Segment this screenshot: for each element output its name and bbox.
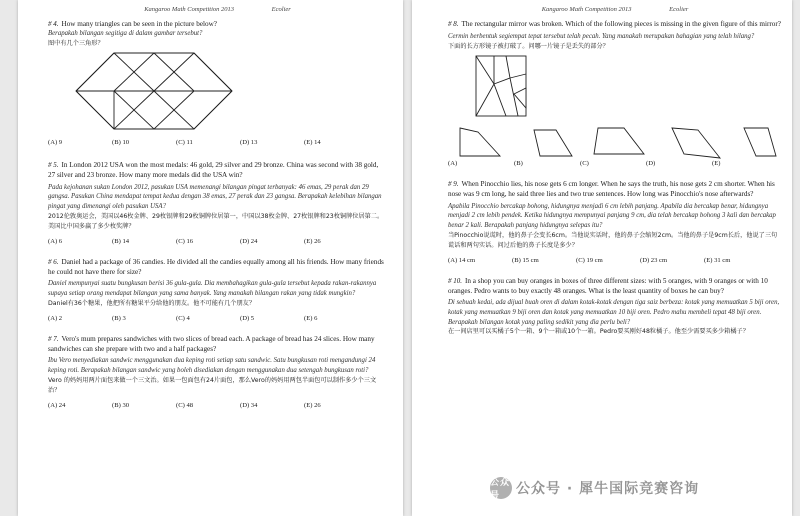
question-text-ms: Di sebuah kedai, ada dijual buah oren di dalam kotak-kotak dengan tiga saiz berbeza: kotak yang memuatkan 5 biji oren, kotak yang memuatkan 9 biji oren dan kotak yang memuatkan 10 biji oren. Pedro mahu membeli tepat 48 biji oren. Berapakah bilangan kotak yang paling sedikit yang dia perlu beli? [448, 299, 780, 326]
option-b[interactable]: (B) 10 [112, 139, 130, 146]
question-text-ms: Pada kejohanan sukan London 2012, pasukan USA memenangi bilangan pingat terbanyak: 46 emas, 29 perak dan 29 gangsa. Pasukan China mendapat tempat kedua dengan 38 emas, 27 perak dan 23 gangsa. Berapakah kelebihan bilangan pingat yang dimenangi oleh pasukan USA? [48, 183, 382, 210]
question-number: # 6. [48, 257, 59, 266]
right-page [412, 0, 792, 516]
question-text-ms: Cermin berbentuk segiempat tepat tersebut telah pecah. Yang manakah merupakan bahagian yang telah hilang? [448, 33, 755, 41]
option-a[interactable]: (A) 24 [48, 401, 66, 409]
question-text-ms: Ibu Vero menyediakan sandwic menggunakan dua keping roti setiap satu sandwic. Satu bungkusan roti mengandungi 24 keping roti. Berapakah bilangan sandwic yang boleh disediakan dengan menggunakan dua setengah bungkusan roti? [48, 357, 376, 374]
triangle-figure [74, 51, 387, 133]
option-c[interactable]: (C) 48 [176, 401, 194, 409]
question-number: # 4. [48, 20, 59, 28]
piece-c [594, 128, 644, 154]
question-text-ms: Daniel mempunyai suatu bungkusan berisi 36 gula-gula. Dia membahagikan gula-gula tersebut kepada rakan-rakannya supaya setiap orang mendapat bilangan yang sama banyak. Yang manakah bilangan rakan yang tidak mungkin? [48, 280, 377, 297]
question-6 [48, 257, 387, 322]
option-c[interactable]: (C) 16 [176, 237, 194, 245]
question-text-zh: Daniel有36个糖果，他把所有糖果平分给他的朋友。他不可能有几个朋友？ [48, 299, 256, 307]
answer-options [48, 402, 387, 409]
question-7 [48, 334, 387, 409]
option-b[interactable]: (B) 15 cm [512, 256, 539, 264]
question-text-en: In a shop you can buy oranges in boxes of three different sizes: with 5 oranges, with 9 oranges or with 10 oranges. Pedro wants to buy exactly 48 oranges. What is the least quantity of boxes he can buy? [448, 276, 768, 295]
question-10 [448, 276, 782, 338]
option-e[interactable]: (E) 6 [304, 314, 318, 322]
option-d[interactable]: (D) 13 [240, 139, 258, 146]
option-c[interactable]: (C) 11 [176, 139, 193, 146]
option-d[interactable]: (D) [646, 160, 656, 167]
answer-pieces [448, 124, 782, 164]
option-b[interactable]: (B) 30 [112, 401, 130, 409]
header-level: Ecolier [669, 6, 689, 13]
question-text-zh: Vero 的妈妈用两片面包来做一个三文治。如果一包面包有24片面包，那么Vero的妈妈用两包半面包可以制作多少个三文治？ [48, 376, 377, 394]
option-d[interactable]: (D) 5 [240, 314, 255, 322]
answer-options [48, 315, 387, 322]
answer-options [448, 257, 782, 264]
option-b[interactable]: (B) 14 [112, 237, 130, 245]
question-number: # 5. [48, 161, 59, 169]
option-a[interactable]: (A) 6 [48, 237, 63, 245]
option-e[interactable]: (E) 26 [304, 237, 321, 245]
broken-mirror-figure [466, 54, 782, 118]
piece-a [460, 128, 500, 156]
answer-options [48, 139, 387, 146]
question-text-zh: 下面的长方形镜子被打破了。问哪一片镜子是丢失的部分？ [448, 43, 609, 50]
piece-b [534, 130, 572, 156]
option-d[interactable]: (D) 34 [240, 401, 258, 409]
option-e[interactable]: (E) 26 [304, 401, 321, 409]
option-e[interactable]: (E) 31 cm [704, 256, 731, 264]
question-text-ms: Berapakah bilangan segitiga di dalam gambar tersebut? [48, 30, 203, 38]
question-text-zh: 当Pinocchio说谎时，他的鼻子会变长6cm。当他说实话时，他的鼻子会缩短2cm。当他的鼻子是9cm长后，他说了三句谎话和两句实话。问过后他的鼻子长度是多少？ [448, 231, 778, 249]
question-text-en: The rectangular mirror was broken. Which of the following pieces is missing in the given figure of this mirror? [461, 20, 781, 28]
option-a[interactable]: (A) 9 [48, 139, 63, 146]
question-5 [48, 160, 387, 245]
option-a[interactable]: (A) [448, 160, 458, 167]
question-text-en: Daniel had a package of 36 candies. He divided all the candies equally among all his friends. How many friends he could not have there for size? [48, 257, 384, 276]
option-c[interactable]: (C) [580, 160, 589, 167]
option-b[interactable]: (B) 3 [112, 314, 126, 322]
option-e[interactable]: (E) 14 [304, 139, 321, 146]
question-number: # 9. [448, 180, 459, 188]
question-4 [48, 19, 387, 146]
watermark-text: 公众号 · 犀牛国际竞赛咨询 [516, 481, 700, 497]
question-text-en: In London 2012 USA won the most medals: 46 gold, 29 silver and 29 bronze. China was second with 38 gold, 27 silver and 23 bronze. How many more medals did the USA win? [48, 161, 379, 180]
question-text-zh: 2012伦敦奥运会，美国以46枚金牌、29枚银牌和29枚铜牌位居第一，中国以38枚金牌、27枚银牌和23枚铜牌位居第二。美国比中国多赢了多少枚奖牌？ [48, 212, 384, 230]
running-header [48, 6, 387, 13]
header-title: Kangaroo Math Competition 2013 [144, 6, 235, 13]
watermark [490, 469, 790, 507]
running-header [448, 6, 782, 13]
header-level: Ecolier [271, 6, 291, 13]
left-page [18, 0, 403, 516]
answer-options [48, 238, 387, 245]
question-9 [448, 179, 782, 264]
option-c[interactable]: (C) 19 cm [576, 256, 603, 264]
piece-e [744, 128, 776, 156]
question-8 [448, 19, 782, 167]
question-text-en: When Pinocchio lies, his nose gets 6 cm longer. When he says the truth, his nose gets 2 cm shorter. When his nose was 9 cm long, he said three lies and two true sentences. How long was Pinocchio's nose afterwards? [448, 180, 775, 199]
question-number: # 10. [448, 276, 462, 285]
option-a[interactable]: (A) 14 cm [448, 256, 476, 264]
question-text-zh: 图中有几个三角形？ [48, 40, 104, 47]
option-b[interactable]: (B) [514, 160, 523, 167]
option-c[interactable]: (C) 4 [176, 314, 190, 322]
piece-d [672, 128, 720, 158]
option-e[interactable]: (E) [712, 160, 721, 167]
question-text-ms: Apabila Pinocchio bercakap bohong, hidungnya menjadi 6 cm lebih panjang. Apabila dia bercakap benar, hidungnya menjadi 2 cm lebih pendek. Ketika hidungnya mempunyai panjang 9 cm, dia telah bercakap bohong 3 kali dan bercakap benar 2 kali. Berapakah panjang hidungnya selepas itu? [448, 202, 776, 229]
option-d[interactable]: (D) 24 [240, 237, 258, 245]
question-text-en: Vero's mum prepares sandwiches with two slices of bread each. A package of bread has 24 slices. How many sandwiches can she prepare with two and a half packages? [48, 334, 375, 353]
question-text-en: How many triangles can be seen in the picture below? [61, 20, 217, 28]
question-number: # 7. [48, 334, 59, 343]
question-number: # 8. [448, 20, 459, 28]
option-d[interactable]: (D) 23 cm [640, 256, 668, 264]
question-text-zh: 在一间店里可以买橘子5个一箱、9个一箱或10个一箱。Pedro要买刚好48粒橘子。他至少需要买多少箱橘子？ [448, 328, 749, 336]
answer-options [448, 160, 782, 167]
header-title: Kangaroo Math Competition 2013 [541, 6, 632, 13]
option-a[interactable]: (A) 2 [48, 314, 63, 322]
wechat-icon: 公众号 [490, 478, 511, 501]
